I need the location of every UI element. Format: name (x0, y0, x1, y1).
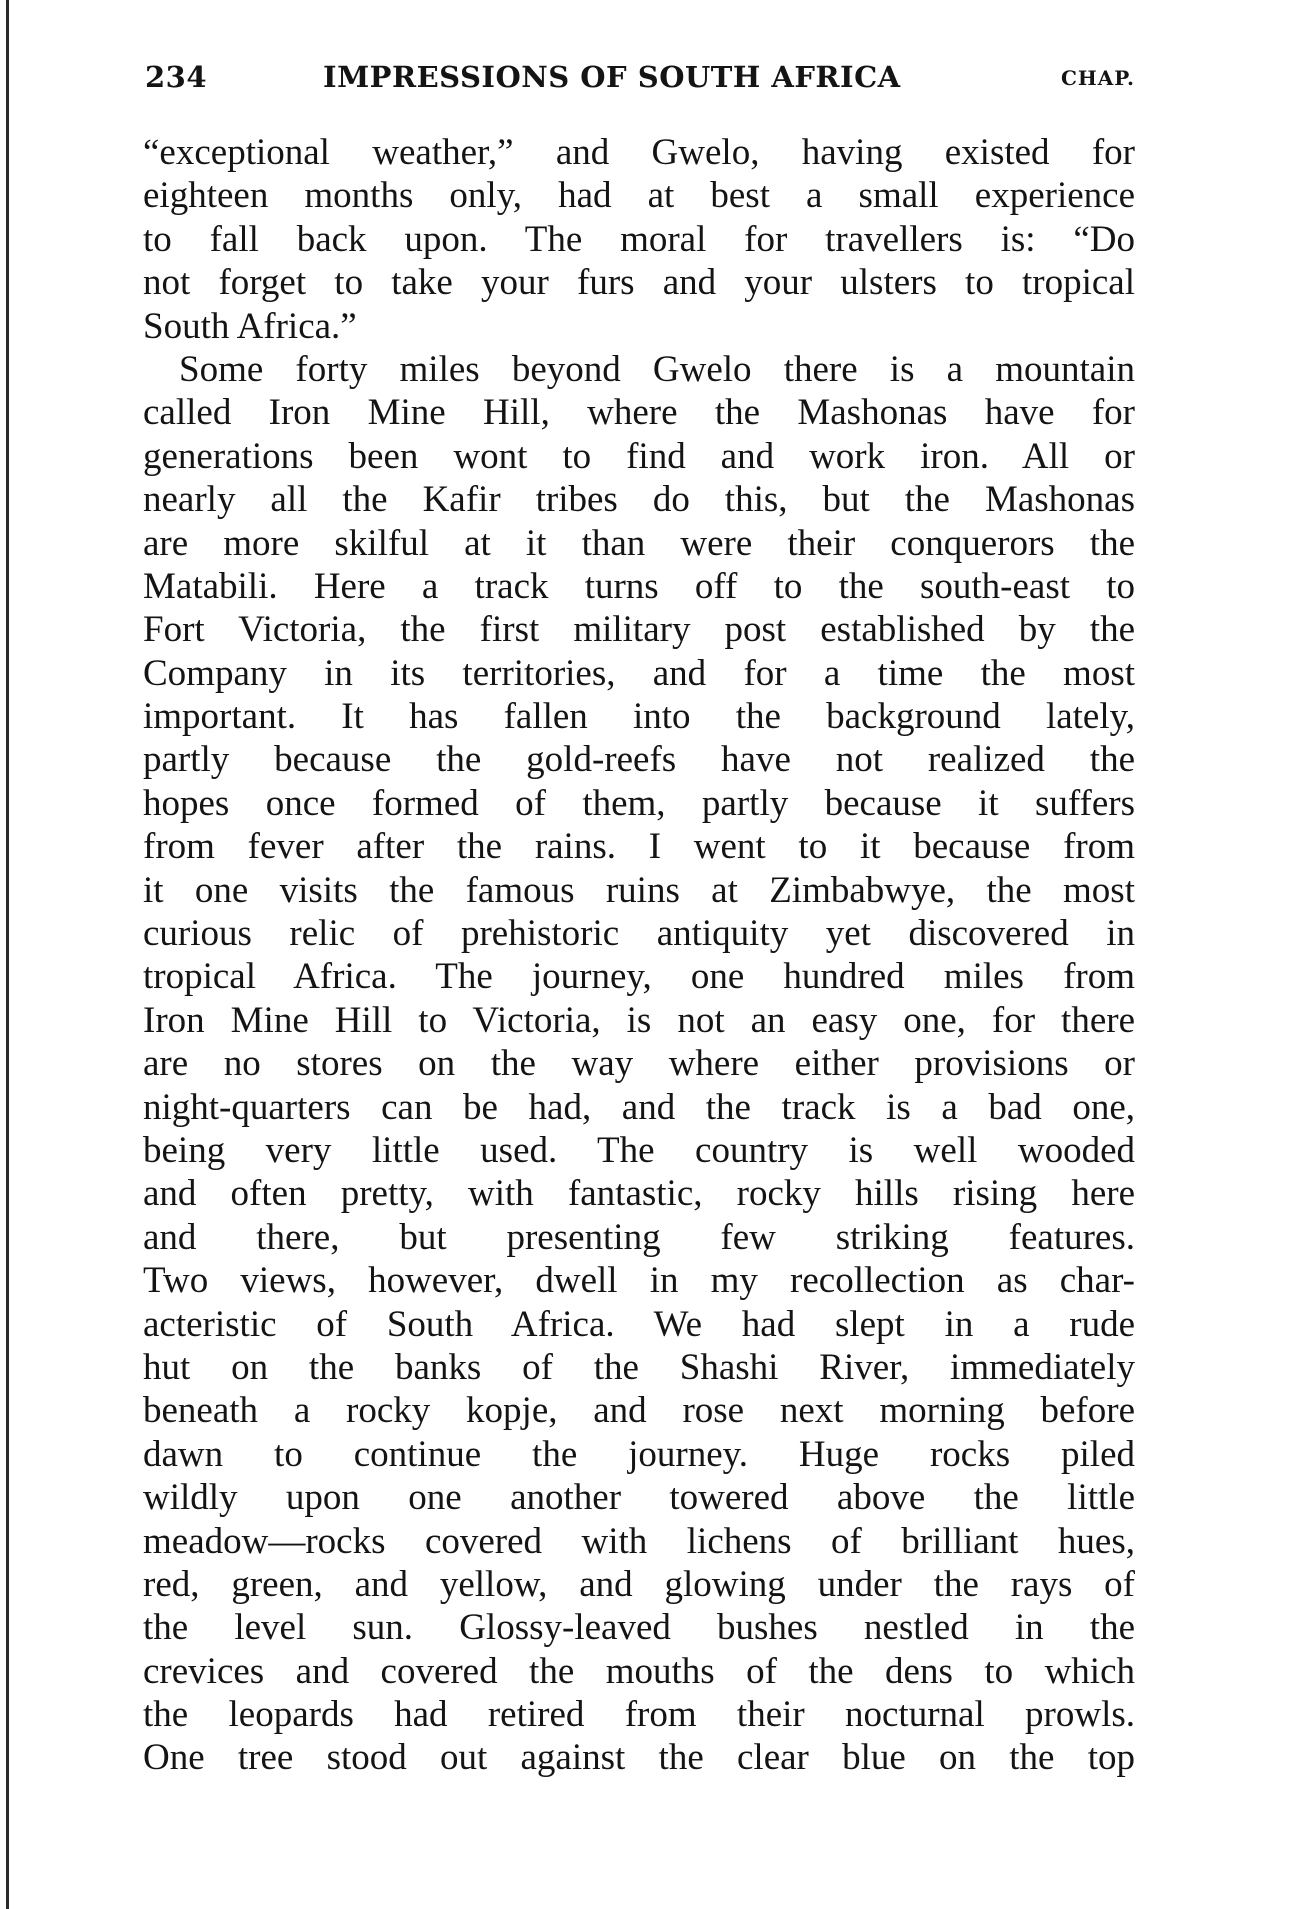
text-line: from fever after the rains. I went to it because from (143, 826, 1135, 868)
text-line: Two views, however, dwell in my recollection as char- (143, 1260, 1135, 1302)
text-line: beneath a rocky kopje, and rose next morning before (143, 1390, 1135, 1432)
running-header (145, 52, 1135, 102)
text-line: important. It has fallen into the background lately, (143, 696, 1135, 738)
running-title: IMPRESSIONS OF SOUTH AFRICA (323, 60, 901, 94)
text-line: generations been wont to find and work iron. All or (143, 435, 1135, 477)
text-line: Company in its territories, and for a time the most (143, 652, 1135, 694)
body-text (143, 131, 1135, 1780)
text-line: the level sun. Glossy-leaved bushes nestled in the (143, 1607, 1135, 1649)
text-line: night-quarters can be had, and the track is a bad one, (143, 1086, 1135, 1128)
text-line: not forget to take your furs and your ulsters to tropical (143, 262, 1135, 304)
text-line: nearly all the Kafir tribes do this, but the Mashonas (143, 479, 1135, 521)
text-line: dawn to continue the journey. Huge rocks piled (143, 1433, 1135, 1475)
text-line: hut on the banks of the Shashi River, immediately (143, 1346, 1135, 1388)
text-line: to fall back upon. The moral for travellers is: “Do (143, 218, 1135, 260)
text-line: and often pretty, with fantastic, rocky hills rising here (143, 1173, 1135, 1215)
text-line: One tree stood out against the clear blue on the top (143, 1737, 1135, 1779)
text-line: Some forty miles beyond Gwelo there is a mountain (179, 348, 1135, 390)
page-binding-edge (6, 0, 9, 1909)
page-number: 234 (145, 60, 208, 94)
text-line: being very little used. The country is well wooded (143, 1129, 1135, 1171)
text-line: wildly upon one another towered above the little (143, 1477, 1135, 1519)
text-line: the leopards had retired from their nocturnal prowls. (143, 1694, 1135, 1736)
text-line: hopes once formed of them, partly because it suffers (143, 782, 1135, 824)
text-line: Iron Mine Hill to Victoria, is not an easy one, for there (143, 999, 1135, 1041)
text-line: and there, but presenting few striking features. (143, 1216, 1135, 1258)
text-line: Fort Victoria, the first military post established by the (143, 609, 1135, 651)
text-line: meadow—rocks covered with lichens of brilliant hues, (143, 1520, 1135, 1562)
text-line: curious relic of prehistoric antiquity yet discovered in (143, 913, 1135, 955)
text-line: acteristic of South Africa. We had slept in a rude (143, 1303, 1135, 1345)
text-line: “exceptional weather,” and Gwelo, having existed for (143, 132, 1135, 173)
text-line: crevices and covered the mouths of the dens to which (143, 1650, 1135, 1692)
text-line: are more skilful at it than were their conquerors the (143, 522, 1135, 564)
text-line: partly because the gold-reefs have not realized the (143, 739, 1135, 781)
text-line: eighteen months only, had at best a small experience (143, 175, 1135, 217)
text-line: Matabili. Here a track turns off to the south-east to (143, 565, 1135, 607)
text-line: called Iron Mine Hill, where the Mashonas have for (143, 392, 1135, 434)
text-line: red, green, and yellow, and glowing under the rays of (143, 1563, 1135, 1605)
text-line: are no stores on the way where either provisions or (143, 1043, 1135, 1085)
text-line: tropical Africa. The journey, one hundred miles from (143, 956, 1135, 998)
text-line: South Africa.” (143, 305, 357, 347)
paragraph (143, 348, 1135, 1780)
chapter-label: CHAP. (1060, 66, 1135, 90)
text-line: it one visits the famous ruins at Zimbabwye, the most (143, 869, 1135, 911)
paragraph (143, 131, 1135, 348)
